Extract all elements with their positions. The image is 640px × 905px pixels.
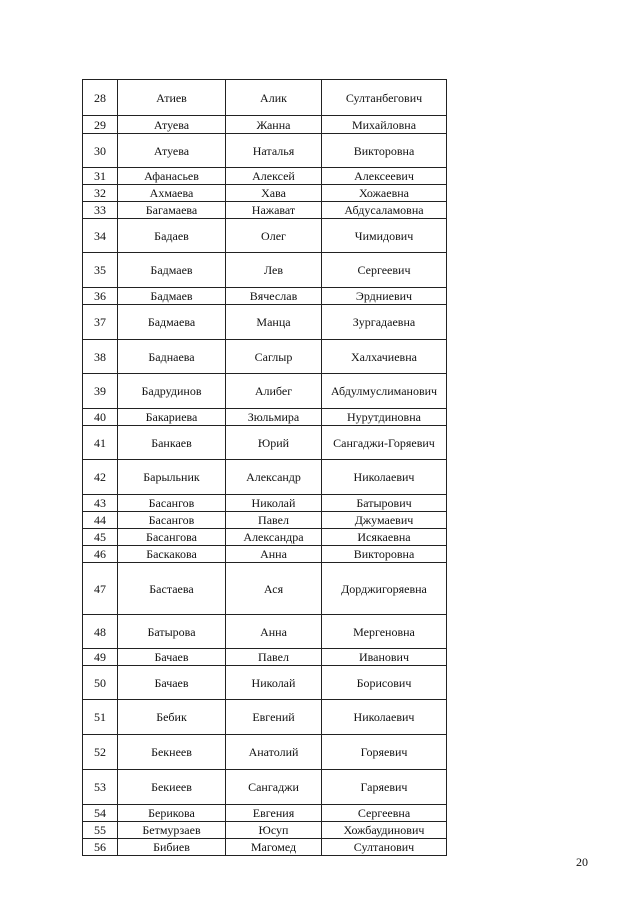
row-number: 28: [83, 80, 118, 116]
table-row: [83, 615, 447, 649]
table-row: [83, 426, 447, 460]
table-row: [83, 649, 447, 666]
first-name-cell: Сангаджи: [226, 770, 322, 805]
patronymic-cell: Эрдниевич: [322, 288, 447, 305]
patronymic-cell: Чимидович: [322, 219, 447, 253]
first-name-cell: Саглыр: [226, 340, 322, 374]
table-row: [83, 822, 447, 839]
row-number: 46: [83, 546, 118, 563]
first-name-cell: Николай: [226, 495, 322, 512]
last-name-cell: Ахмаева: [118, 185, 226, 202]
last-name-cell: Бакариева: [118, 409, 226, 426]
first-name-cell: Олег: [226, 219, 322, 253]
last-name-cell: Атуева: [118, 134, 226, 168]
first-name-cell: Алибег: [226, 374, 322, 409]
row-number: 31: [83, 168, 118, 185]
table-row: [83, 512, 447, 529]
row-number: 56: [83, 839, 118, 856]
last-name-cell: Атуева: [118, 116, 226, 134]
table-row: [83, 305, 447, 340]
last-name-cell: Банкаев: [118, 426, 226, 460]
table-row: [83, 340, 447, 374]
row-number: 49: [83, 649, 118, 666]
patronymic-cell: Халхачиевна: [322, 340, 447, 374]
row-number: 36: [83, 288, 118, 305]
table-row: [83, 735, 447, 770]
patronymic-cell: Николаевич: [322, 700, 447, 735]
last-name-cell: Бадрудинов: [118, 374, 226, 409]
first-name-cell: Павел: [226, 512, 322, 529]
patronymic-cell: Исякаевна: [322, 529, 447, 546]
patronymic-cell: Зургадаевна: [322, 305, 447, 340]
table-row: [83, 770, 447, 805]
row-number: 44: [83, 512, 118, 529]
row-number: 34: [83, 219, 118, 253]
patronymic-cell: Николаевич: [322, 460, 447, 495]
patronymic-cell: Гаряевич: [322, 770, 447, 805]
patronymic-cell: Борисович: [322, 666, 447, 700]
last-name-cell: Басангова: [118, 529, 226, 546]
page-number: 20: [576, 855, 588, 869]
table-row: [83, 839, 447, 856]
row-number: 42: [83, 460, 118, 495]
last-name-cell: Бастаева: [118, 563, 226, 615]
table-row: [83, 546, 447, 563]
patronymic-cell: Абдусаламовна: [322, 202, 447, 219]
last-name-cell: Атиев: [118, 80, 226, 116]
last-name-cell: Басангов: [118, 512, 226, 529]
patronymic-cell: Хожбаудинович: [322, 822, 447, 839]
row-number: 54: [83, 805, 118, 822]
patronymic-cell: Сергеевич: [322, 253, 447, 288]
patronymic-cell: Сангаджи-Горяевич: [322, 426, 447, 460]
first-name-cell: Вячеслав: [226, 288, 322, 305]
first-name-cell: Анна: [226, 546, 322, 563]
patronymic-cell: Абдулмуслиманович: [322, 374, 447, 409]
first-name-cell: Николай: [226, 666, 322, 700]
table-row: [83, 460, 447, 495]
row-number: 41: [83, 426, 118, 460]
last-name-cell: Багамаева: [118, 202, 226, 219]
table-row: [83, 288, 447, 305]
table-row: [83, 666, 447, 700]
table-row: [83, 219, 447, 253]
row-number: 29: [83, 116, 118, 134]
table-row: [83, 374, 447, 409]
first-name-cell: Наталья: [226, 134, 322, 168]
first-name-cell: Александр: [226, 460, 322, 495]
patronymic-cell: Михайловна: [322, 116, 447, 134]
row-number: 52: [83, 735, 118, 770]
last-name-cell: Афанасьев: [118, 168, 226, 185]
patronymic-cell: Иванович: [322, 649, 447, 666]
last-name-cell: Бекнеев: [118, 735, 226, 770]
table-row: [83, 529, 447, 546]
first-name-cell: Алексей: [226, 168, 322, 185]
table-row: [83, 409, 447, 426]
patronymic-cell: Батырович: [322, 495, 447, 512]
first-name-cell: Нажават: [226, 202, 322, 219]
first-name-cell: Зюльмира: [226, 409, 322, 426]
row-number: 51: [83, 700, 118, 735]
last-name-cell: Бачаев: [118, 666, 226, 700]
patronymic-cell: Джумаевич: [322, 512, 447, 529]
last-name-cell: Басангов: [118, 495, 226, 512]
patronymic-cell: Горяевич: [322, 735, 447, 770]
table-row: [83, 134, 447, 168]
patronymic-cell: Хожаевна: [322, 185, 447, 202]
row-number: 30: [83, 134, 118, 168]
last-name-cell: Барыльник: [118, 460, 226, 495]
last-name-cell: Бадмаев: [118, 288, 226, 305]
patronymic-cell: Султанович: [322, 839, 447, 856]
first-name-cell: Юрий: [226, 426, 322, 460]
table-row: [83, 168, 447, 185]
row-number: 35: [83, 253, 118, 288]
row-number: 48: [83, 615, 118, 649]
table-row: [83, 80, 447, 116]
first-name-cell: Алик: [226, 80, 322, 116]
row-number: 32: [83, 185, 118, 202]
table-row: [83, 116, 447, 134]
table-row: [83, 253, 447, 288]
first-name-cell: Павел: [226, 649, 322, 666]
row-number: 55: [83, 822, 118, 839]
table-row: [83, 495, 447, 512]
patronymic-cell: Нурутдиновна: [322, 409, 447, 426]
last-name-cell: Берикова: [118, 805, 226, 822]
patronymic-cell: Алексеевич: [322, 168, 447, 185]
last-name-cell: Баднаева: [118, 340, 226, 374]
last-name-cell: Бачаев: [118, 649, 226, 666]
table-row: [83, 563, 447, 615]
row-number: 47: [83, 563, 118, 615]
first-name-cell: Лев: [226, 253, 322, 288]
row-number: 38: [83, 340, 118, 374]
first-name-cell: Жанна: [226, 116, 322, 134]
last-name-cell: Бибиев: [118, 839, 226, 856]
first-name-cell: Хава: [226, 185, 322, 202]
table-row: [83, 185, 447, 202]
first-name-cell: Анатолий: [226, 735, 322, 770]
patronymic-cell: Викторовна: [322, 134, 447, 168]
first-name-cell: Манца: [226, 305, 322, 340]
last-name-cell: Бадмаева: [118, 305, 226, 340]
last-name-cell: Бадаев: [118, 219, 226, 253]
first-name-cell: Ася: [226, 563, 322, 615]
patronymic-cell: Дорджигоряевна: [322, 563, 447, 615]
row-number: 40: [83, 409, 118, 426]
last-name-cell: Бетмурзаев: [118, 822, 226, 839]
names-table: [82, 79, 447, 856]
first-name-cell: Евгения: [226, 805, 322, 822]
last-name-cell: Бебик: [118, 700, 226, 735]
last-name-cell: Батырова: [118, 615, 226, 649]
first-name-cell: Александра: [226, 529, 322, 546]
patronymic-cell: Мергеновна: [322, 615, 447, 649]
table-row: [83, 700, 447, 735]
row-number: 50: [83, 666, 118, 700]
table-row: [83, 805, 447, 822]
patronymic-cell: Викторовна: [322, 546, 447, 563]
last-name-cell: Бадмаев: [118, 253, 226, 288]
row-number: 53: [83, 770, 118, 805]
first-name-cell: Анна: [226, 615, 322, 649]
row-number: 45: [83, 529, 118, 546]
names-table-body: [83, 80, 447, 856]
last-name-cell: Баскакова: [118, 546, 226, 563]
patronymic-cell: Султанбегович: [322, 80, 447, 116]
row-number: 33: [83, 202, 118, 219]
first-name-cell: Юсуп: [226, 822, 322, 839]
first-name-cell: Евгений: [226, 700, 322, 735]
patronymic-cell: Сергеевна: [322, 805, 447, 822]
table-row: [83, 202, 447, 219]
row-number: 43: [83, 495, 118, 512]
row-number: 39: [83, 374, 118, 409]
last-name-cell: Бекиеев: [118, 770, 226, 805]
first-name-cell: Магомед: [226, 839, 322, 856]
row-number: 37: [83, 305, 118, 340]
